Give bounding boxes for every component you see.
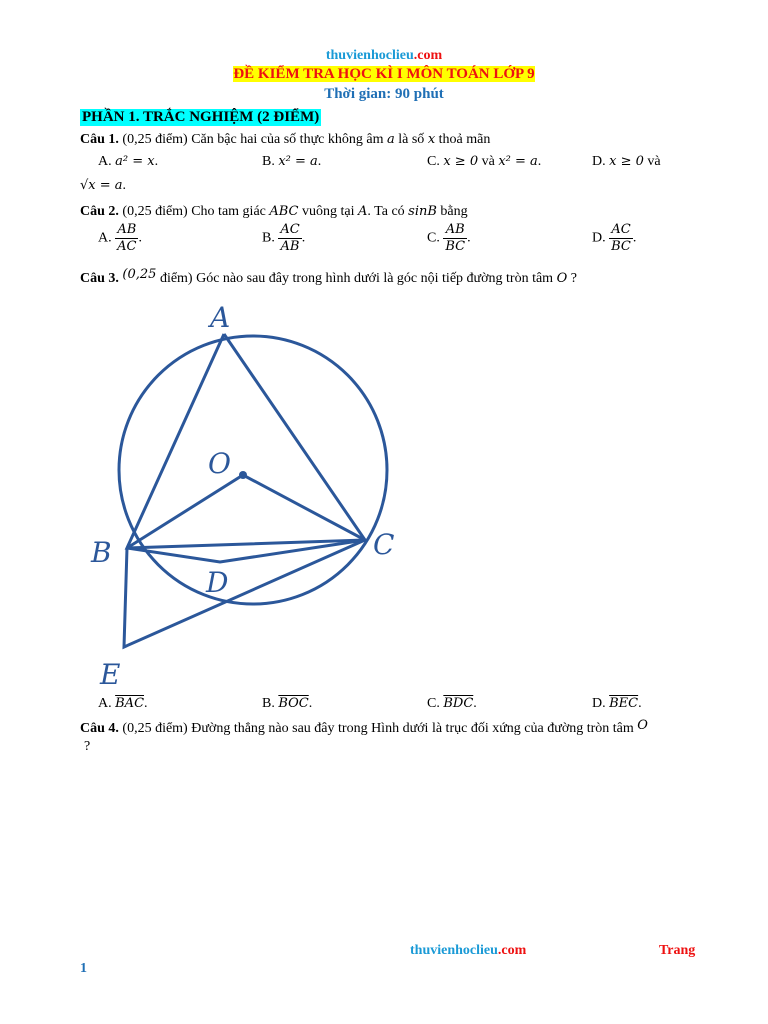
question-3: Câu 3. (0,25 điểm) Góc nào sau đây trong hình dưới là góc nội tiếp đường tròn tâm O ? xyxy=(80,267,577,286)
footer-site: thuvienhoclieu.com xyxy=(410,943,527,958)
q1-option-b[interactable]: B. x² = a. xyxy=(262,154,322,169)
q1-option-d[interactable]: D. x ≥ 0 và xyxy=(592,154,661,169)
q2-option-b[interactable]: B. $\frac{AC}{AB}$ . xyxy=(262,222,306,254)
fraction: $\frac{AB}{BC}$ xyxy=(445,222,466,254)
fraction: $\frac{AC}{BC}$ xyxy=(611,222,631,254)
q1-option-d-cont: √x = a. xyxy=(80,178,127,193)
triangle-abc xyxy=(127,334,365,548)
q1-option-c[interactable]: C. x ≥ 0 và x² = a. xyxy=(427,154,542,169)
question-1: Câu 1. (0,25 điểm) Căn bậc hai của số thực không âm a là số x thoả mãn xyxy=(80,132,491,147)
label-o: O xyxy=(208,447,231,480)
angle-bec xyxy=(124,540,365,647)
site-name: thuvienhoclieu.com xyxy=(325,48,443,63)
footer-page-number: 1 xyxy=(80,961,87,976)
q2-option-c[interactable]: C. $\frac{AB}{BC}$ . xyxy=(427,222,471,254)
q1-option-a[interactable]: A. a² = x. xyxy=(98,154,159,169)
label-d: D xyxy=(206,566,229,599)
question-4-cont: ? xyxy=(84,739,91,754)
footer-page-label: Trang xyxy=(659,943,696,958)
q2-option-d[interactable]: D. $\frac{AC}{BC}$ . xyxy=(592,222,637,254)
q3-option-c[interactable]: C. $\overline{BDC}$. xyxy=(427,696,477,711)
fraction: $\frac{AC}{AB}$ xyxy=(280,222,300,254)
geometry-figure xyxy=(80,300,400,692)
part-heading: PHẦN 1. TRẮC NGHIỆM (2 ĐIỂM) xyxy=(82,109,320,125)
fraction: $\frac{AB}{AC}$ xyxy=(117,222,137,254)
label-e: E xyxy=(100,658,121,691)
label-a: A xyxy=(210,301,231,334)
exam-time: Thời gian: 90 phút xyxy=(324,86,444,102)
label-b: B xyxy=(91,536,112,569)
exam-title: ĐỀ KIỂM TRA HỌC KÌ I MÔN TOÁN LỚP 9 xyxy=(233,66,535,82)
q3-option-a[interactable]: A. $\overline{BAC}$. xyxy=(98,696,148,711)
question-2: Câu 2. (0,25 điểm) Cho tam giác ABC vuông tại A. Ta có sinB bằng xyxy=(80,204,468,219)
q2-option-a[interactable]: A. $\frac{AB}{AC}$ . xyxy=(98,222,142,254)
question-4: Câu 4. (0,25 điểm) Đường thẳng nào sau đây trong Hình dưới là trục đối xứng của đường tròn tâm O xyxy=(80,718,648,736)
q3-option-b[interactable]: B. $\overline{BOC}$. xyxy=(262,696,313,711)
center-point xyxy=(239,471,247,479)
label-c: C xyxy=(373,528,395,561)
q3-option-d[interactable]: D. $\overline{BEC}$. xyxy=(592,696,642,711)
